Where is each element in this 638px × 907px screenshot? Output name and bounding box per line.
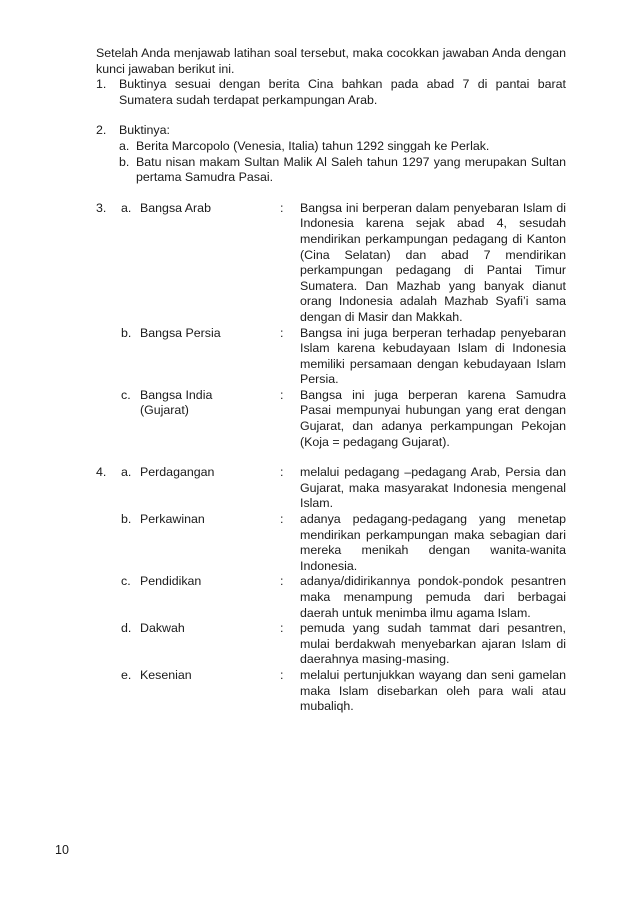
answer-number: 3. bbox=[96, 200, 107, 215]
entry-colon: : bbox=[280, 667, 284, 682]
answer-text: Buktinya sesuai dengan berita Cina bahkan pada abad 7 di pantai barat Sumatera sudah terdapat perkampungan Arab. bbox=[119, 77, 566, 107]
entry-colon: : bbox=[280, 387, 284, 402]
answer-number: 1. bbox=[96, 77, 107, 92]
entry-row bbox=[121, 621, 566, 668]
entry-description: pemuda yang sudah tammat dari pesantren, mulai berdakwah menyebarkan ajaran Islam di daerahnya masing-masing. bbox=[300, 621, 566, 667]
entry-term: Pendidikan bbox=[140, 574, 202, 589]
entry-letter: d. bbox=[121, 621, 132, 636]
entry-description: adanya/didirikannya pondok-pondok pesantren maka menampung pemuda dari berbagai daerah untuk menimba ilmu agama Islam. bbox=[300, 574, 566, 620]
entry-colon: : bbox=[280, 465, 284, 480]
entry-description: melalui pedagang –pedagang Arab, Persia dan Gujarat, maka masyarakat Indonesia mengenal Islam. bbox=[300, 465, 566, 511]
answer-number: 4. bbox=[96, 465, 107, 480]
entry-colon: : bbox=[280, 325, 284, 340]
answer-number: 2. bbox=[96, 123, 107, 138]
entry-letter: e. bbox=[121, 667, 132, 682]
entry-term: Perkawinan bbox=[140, 512, 205, 527]
answer-1 bbox=[96, 77, 566, 108]
entry-row bbox=[121, 326, 566, 388]
answer-3 bbox=[96, 201, 566, 451]
entry-term: Bangsa Arab bbox=[140, 200, 211, 215]
entry-row bbox=[121, 201, 566, 326]
sub-item bbox=[119, 139, 566, 155]
answer-heading: Buktinya: bbox=[119, 123, 170, 138]
sub-text: Batu nisan makam Sultan Malik Al Saleh tahun 1297 yang merupakan Sultan pertama Samudra Pasai. bbox=[136, 154, 566, 185]
entry-letter: a. bbox=[121, 465, 132, 480]
entry-letter: b. bbox=[121, 512, 132, 527]
entry-row bbox=[121, 574, 566, 621]
intro-paragraph: Setelah Anda menjawab latihan soal tersebut, maka cocokkan jawaban Anda dengan kunci jawaban berikut ini. bbox=[96, 46, 566, 76]
entry-term: Bangsa India (Gujarat) bbox=[140, 387, 213, 418]
page-content bbox=[96, 46, 566, 715]
answer-4 bbox=[96, 465, 566, 715]
entry-description: melalui pertunjukkan wayang dan seni gamelan maka Islam disebarkan oleh para wali atau mubaliqh. bbox=[300, 667, 566, 714]
entry-row bbox=[121, 668, 566, 715]
entry-term: Perdagangan bbox=[140, 465, 215, 480]
entry-description: Bangsa ini juga berperan karena Samudra Pasai mempunyai hubungan yang erat dengan Gujarat, dan adanya perkampungan Pekojan (Koja = pedagang Gujarat). bbox=[300, 387, 566, 449]
sub-text: Berita Marcopolo (Venesia, Italia) tahun 1292 singgah ke Perlak. bbox=[136, 138, 490, 153]
entry-description: Bangsa ini berperan dalam penyebaran Islam di Indonesia karena sejak abad 4, sesudah mendirikan perkampungan pedagang di Kanton (Cina Selatan) dan abad 7 mendirikan perkampungan pedagang di Pantai Timur Sumatera. Dan Mazhab yang banyak dianut orang Indonesia adalah Mazhab Syafi’i sama dengan di Masir dan Makkah. bbox=[300, 200, 566, 324]
entry-term: Dakwah bbox=[140, 621, 185, 636]
page-number: 10 bbox=[55, 843, 69, 857]
entry-letter: c. bbox=[121, 387, 131, 402]
entry-description: adanya pedagang-pedagang yang menetap mendirikan perkampungan maka sebagian dari mereka menikah dengan wanita-wanita Indonesia. bbox=[300, 512, 566, 573]
entry-colon: : bbox=[280, 512, 284, 527]
answer-2 bbox=[96, 123, 566, 185]
entry-description: Bangsa ini juga berperan terhadap penyebaran Islam karena kebudayaan Islam di Indonesia memiliki persamaan dengan kebudayaan Islam Persia. bbox=[300, 325, 566, 387]
entry-colon: : bbox=[280, 200, 284, 215]
sub-letter: a. bbox=[119, 138, 130, 153]
entry-colon: : bbox=[280, 621, 284, 636]
entry-colon: : bbox=[280, 574, 284, 589]
entry-term: Bangsa Persia bbox=[140, 325, 221, 340]
sub-item bbox=[119, 155, 566, 186]
sub-letter: b. bbox=[119, 154, 130, 169]
entry-row bbox=[121, 388, 566, 450]
entry-letter: c. bbox=[121, 574, 131, 589]
entry-term: Kesenian bbox=[140, 667, 192, 682]
entry-row bbox=[121, 465, 566, 512]
entry-letter: b. bbox=[121, 325, 132, 340]
entry-letter: a. bbox=[121, 200, 132, 215]
entry-row bbox=[121, 512, 566, 574]
